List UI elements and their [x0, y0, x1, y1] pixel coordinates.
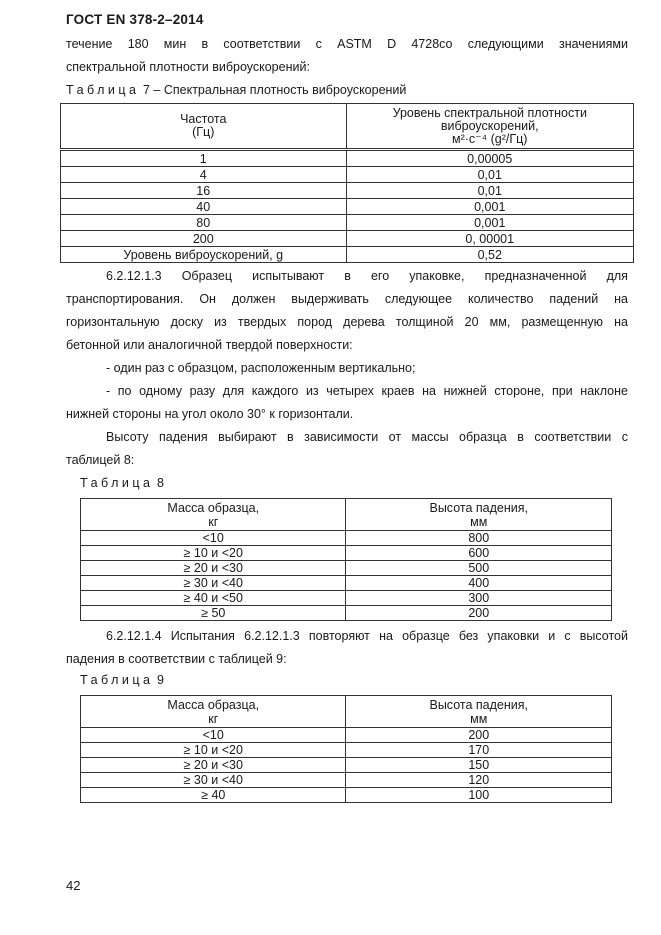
table-row: [61, 215, 634, 231]
table-9: [80, 695, 612, 803]
paragraph-4-line-2: падения в соответствии с таблицей 9:: [66, 652, 287, 666]
paragraph-3-line-1: Высоту падения выбирают в зависимости от массы образца в соответствии с: [106, 430, 628, 444]
table-cell: 800: [346, 531, 612, 546]
table-cell: 0, 00001: [346, 231, 634, 247]
table-header-cell: Масса образца, кг: [81, 696, 346, 728]
table-cell: ≥ 50: [81, 606, 346, 621]
table-row: [81, 728, 612, 743]
table-cell: 200: [346, 728, 612, 743]
paragraph-2-line-1: 6.2.12.1.3 Образец испытывают в его упаковке, предназначенной для: [106, 269, 628, 283]
table-header-cell: Частота (Гц): [61, 104, 347, 150]
table-row: [61, 231, 634, 247]
bullet-2-line-1: - по одному разу для каждого из четырех краев на нижней стороне, при наклоне: [106, 384, 628, 398]
table-cell: 300: [346, 591, 612, 606]
table-cell: 0,001: [346, 199, 634, 215]
table-row: [61, 150, 634, 167]
table-row: [81, 606, 612, 621]
table-row: [81, 758, 612, 773]
table-header-row: [61, 104, 634, 150]
table-header-row: [81, 696, 612, 728]
table-cell: 40: [61, 199, 347, 215]
table-row: [81, 576, 612, 591]
page-number: 42: [66, 878, 81, 893]
table-cell: ≥ 10 и <20: [81, 743, 346, 758]
table-cell: <10: [81, 728, 346, 743]
table-8: [80, 498, 612, 621]
paragraph-4-line-1: 6.2.12.1.4 Испытания 6.2.12.1.3 повторяют на образце без упаковки и с высотой: [106, 629, 628, 643]
table-header-cell: Высота падения, мм: [346, 696, 612, 728]
table-row: [81, 561, 612, 576]
table-cell: 0,01: [346, 167, 634, 183]
table-cell: 0,52: [346, 247, 634, 263]
table-cell: 200: [61, 231, 347, 247]
table-cell: 120: [346, 773, 612, 788]
bullet-1: - один раз с образцом, расположенным вертикально;: [106, 361, 416, 375]
table-cell: Уровень виброускорений, g: [61, 247, 347, 263]
table-cell: 600: [346, 546, 612, 561]
table-row: [61, 167, 634, 183]
table-8-caption: Таблица 8: [80, 476, 164, 490]
paragraph-2-line-2: транспортирования. Он должен выдерживать следующее количество падений на: [66, 292, 628, 306]
bullet-2-line-2: нижней стороны на угол около 30° к горизонтали.: [66, 407, 354, 421]
table-cell: ≥ 40 и <50: [81, 591, 346, 606]
table-row: [61, 183, 634, 199]
table-cell: 4: [61, 167, 347, 183]
table-cell: 150: [346, 758, 612, 773]
table-cell: 0,01: [346, 183, 634, 199]
table-header-cell: Уровень спектральной плотности виброускорений, м²·с⁻⁴ (g²/Гц): [346, 104, 634, 150]
table-header-row: [81, 499, 612, 531]
paragraph-1-line-1: течение 180 мин в соответствии с ASTM D 4728со следующими значениями: [66, 37, 628, 51]
table-cell: 100: [346, 788, 612, 803]
table-cell: ≥ 30 и <40: [81, 773, 346, 788]
table-cell: ≥ 30 и <40: [81, 576, 346, 591]
table-row: [61, 199, 634, 215]
table-9-caption: Таблица 9: [80, 673, 164, 687]
paragraph-2-line-3: горизонтальную доску из твердых пород дерева толщиной 20 мм, размещенную на: [66, 315, 628, 329]
table-7: [60, 103, 634, 263]
table-cell: 400: [346, 576, 612, 591]
table-cell: 0,001: [346, 215, 634, 231]
table-row: [61, 247, 634, 263]
table-cell: 500: [346, 561, 612, 576]
table-cell: 200: [346, 606, 612, 621]
table-cell: ≥ 10 и <20: [81, 546, 346, 561]
table-cell: ≥ 20 и <30: [81, 561, 346, 576]
document-header: ГОСТ EN 378-2–2014: [66, 12, 204, 27]
table-7-caption: Таблица 7 – Спектральная плотность виброускорений: [66, 83, 407, 97]
table-cell: 170: [346, 743, 612, 758]
table-cell: 0,00005: [346, 150, 634, 167]
table-row: [81, 591, 612, 606]
table-row: [81, 546, 612, 561]
table-cell: 1: [61, 150, 347, 167]
table-row: [81, 743, 612, 758]
table-cell: <10: [81, 531, 346, 546]
table-row: [81, 788, 612, 803]
table-header-cell: Масса образца, кг: [81, 499, 346, 531]
table-row: [81, 531, 612, 546]
table-row: [81, 773, 612, 788]
table-cell: 80: [61, 215, 347, 231]
table-cell: ≥ 40: [81, 788, 346, 803]
table-header-cell: Высота падения, мм: [346, 499, 612, 531]
paragraph-2-line-4: бетонной или аналогичной твердой поверхности:: [66, 338, 353, 352]
paragraph-3-line-2: таблицей 8:: [66, 453, 135, 467]
table-cell: 16: [61, 183, 347, 199]
paragraph-1-line-2: спектральной плотности виброускорений:: [66, 60, 310, 74]
table-cell: ≥ 20 и <30: [81, 758, 346, 773]
